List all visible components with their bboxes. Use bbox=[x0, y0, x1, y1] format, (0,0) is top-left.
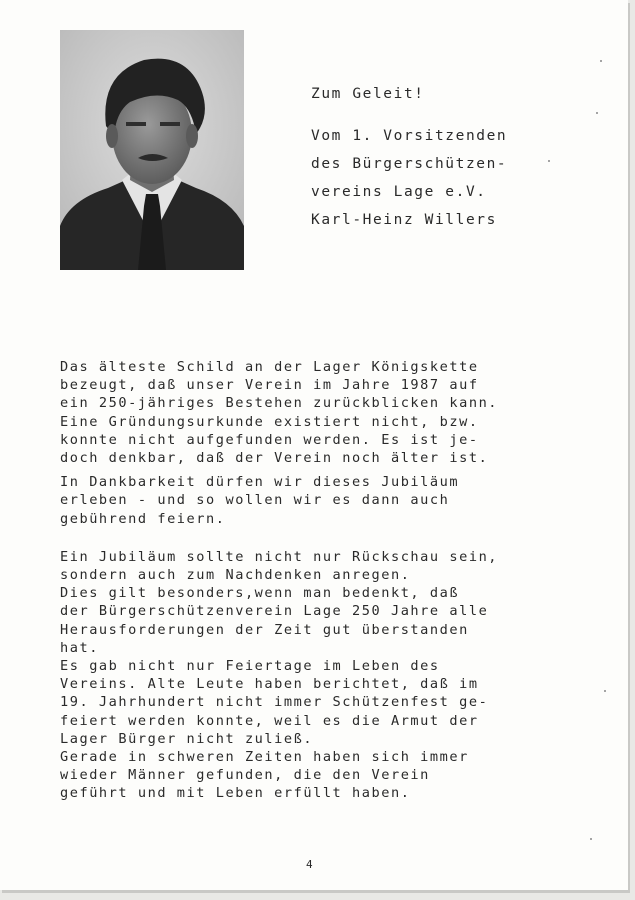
text-line: konnte nicht aufgefunden werden. Es ist je- bbox=[60, 431, 479, 448]
paragraph bbox=[60, 473, 580, 528]
author-byline bbox=[311, 122, 507, 234]
text-line: 19. Jahrhundert nicht immer Schützenfest ge- bbox=[60, 694, 489, 711]
text-line: erleben - und so wollen wir es dann auch bbox=[60, 492, 450, 509]
text-line: wieder Männer gefunden, die den Verein bbox=[60, 767, 430, 784]
text-line: Herausforderungen der Zeit gut überstanden bbox=[60, 621, 469, 638]
text-line: hat. bbox=[60, 639, 99, 656]
text-line: feiert werden konnte, weil es die Armut der bbox=[60, 712, 479, 729]
byline-line: vereins Lage e.V. bbox=[311, 184, 487, 200]
text-line: Gerade in schweren Zeiten haben sich immer bbox=[60, 749, 469, 766]
text-line: Es gab nicht nur Feiertage im Leben des bbox=[60, 658, 440, 675]
heading: Zum Geleit! bbox=[311, 86, 425, 102]
text-line: der Bürgerschützenverein Lage 250 Jahre alle bbox=[60, 603, 489, 620]
scan-speck bbox=[600, 60, 602, 62]
text-line: geführt und mit Leben erfüllt haben. bbox=[60, 785, 411, 802]
scan-speck bbox=[590, 838, 592, 840]
text-line: In Dankbarkeit dürfen wir dieses Jubiläum bbox=[60, 474, 460, 491]
text-line: doch denkbar, daß der Verein noch älter ist. bbox=[60, 450, 489, 467]
scan-speck bbox=[548, 160, 550, 162]
text-line: gebührend feiern. bbox=[60, 510, 226, 527]
scan-speck bbox=[604, 690, 606, 692]
scan-speck bbox=[596, 112, 598, 114]
byline-line: Vom 1. Vorsitzenden bbox=[311, 128, 508, 144]
paragraph bbox=[60, 358, 580, 467]
byline-line: Karl-Heinz Willers bbox=[311, 212, 497, 228]
text-line: Ein Jubiläum sollte nicht nur Rückschau sein, bbox=[60, 548, 499, 565]
text-line: sondern auch zum Nachdenken anregen. bbox=[60, 567, 411, 584]
portrait-photo bbox=[60, 30, 244, 270]
body-text bbox=[60, 358, 580, 803]
text-line: Lager Bürger nicht zuließ. bbox=[60, 730, 314, 747]
text-line: bezeugt, daß unser Verein im Jahre 1987 auf bbox=[60, 377, 479, 394]
paragraph bbox=[60, 548, 580, 803]
text-line: Das älteste Schild an der Lager Königskette bbox=[60, 359, 479, 375]
text-line: Dies gilt besonders,wenn man bedenkt, daß bbox=[60, 585, 460, 602]
text-line: Eine Gründungsurkunde existiert nicht, bzw. bbox=[60, 413, 479, 430]
text-line: Vereins. Alte Leute haben berichtet, daß im bbox=[60, 676, 479, 693]
byline-line: des Bürgerschützen- bbox=[311, 156, 508, 172]
page-number: 4 bbox=[306, 858, 314, 871]
text-line: ein 250-jähriges Bestehen zurückblicken kann. bbox=[60, 395, 499, 412]
